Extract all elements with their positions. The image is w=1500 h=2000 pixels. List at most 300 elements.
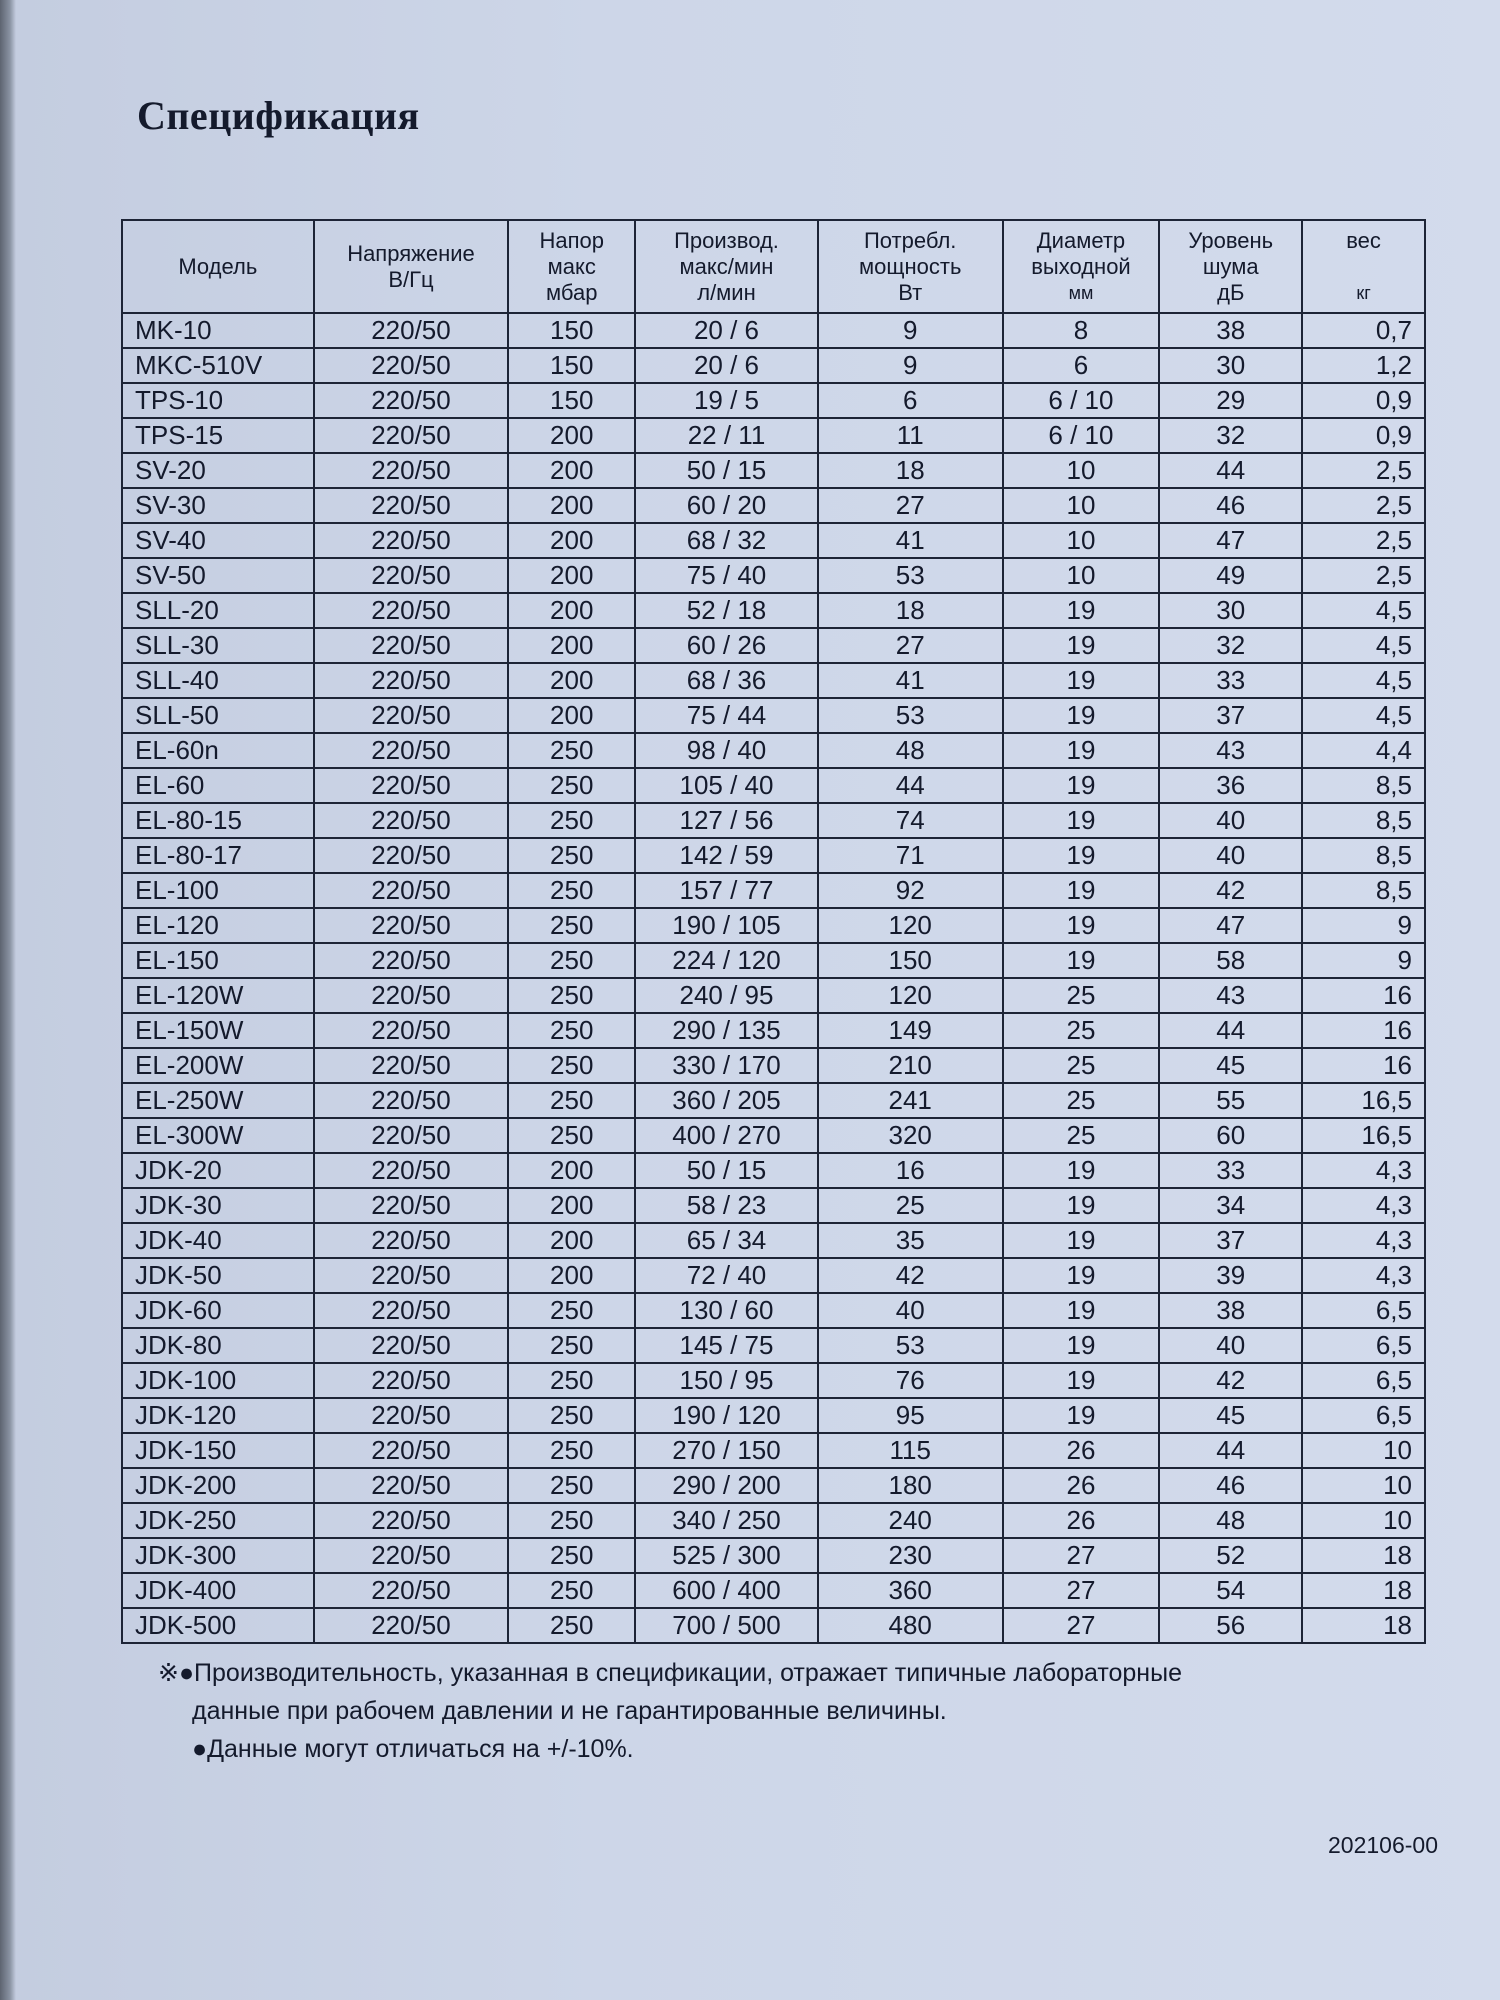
table-cell: 200: [508, 488, 635, 523]
table-cell: 200: [508, 628, 635, 663]
table-cell: 250: [508, 768, 635, 803]
table-cell: JDK-20: [122, 1153, 314, 1188]
table-cell: 18: [1302, 1608, 1425, 1643]
table-cell: 120: [818, 908, 1003, 943]
table-cell: JDK-100: [122, 1363, 314, 1398]
table-cell: 0,9: [1302, 383, 1425, 418]
column-header-line: В/Гц: [388, 266, 434, 292]
table-cell: 42: [1159, 873, 1302, 908]
table-cell: EL-60: [122, 768, 314, 803]
table-cell: 480: [818, 1608, 1003, 1643]
table-cell: 45: [1159, 1398, 1302, 1433]
table-cell: 19: [1003, 593, 1160, 628]
table-cell: 157 / 77: [635, 873, 818, 908]
table-cell: SV-30: [122, 488, 314, 523]
table-cell: 220/50: [314, 628, 509, 663]
table-cell: EL-150: [122, 943, 314, 978]
table-cell: 75 / 44: [635, 698, 818, 733]
table-cell: 220/50: [314, 593, 509, 628]
table-cell: 0,7: [1302, 313, 1425, 348]
table-cell: 34: [1159, 1188, 1302, 1223]
table-row: [122, 1573, 1425, 1608]
table-cell: EL-120W: [122, 978, 314, 1013]
table-cell: 220/50: [314, 873, 509, 908]
table-cell: TPS-10: [122, 383, 314, 418]
table-cell: 30: [1159, 593, 1302, 628]
table-cell: 19: [1003, 1153, 1160, 1188]
table-cell: 54: [1159, 1573, 1302, 1608]
table-cell: 150: [508, 313, 635, 348]
footnote-line: данные при рабочем давлении и не гарантированные величины.: [192, 1697, 947, 1725]
table-row: [122, 733, 1425, 768]
table-cell: 220/50: [314, 1363, 509, 1398]
table-cell: 6 / 10: [1003, 383, 1160, 418]
column-header: [508, 220, 635, 313]
table-cell: 250: [508, 1468, 635, 1503]
table-row: [122, 1118, 1425, 1153]
table-cell: 250: [508, 1118, 635, 1153]
table-cell: SLL-40: [122, 663, 314, 698]
table-cell: 43: [1159, 733, 1302, 768]
document-code: 202106-00: [1328, 1832, 1438, 1858]
table-row: [122, 1363, 1425, 1398]
table-cell: 220/50: [314, 1188, 509, 1223]
table-cell: 250: [508, 1538, 635, 1573]
table-cell: 4,3: [1302, 1153, 1425, 1188]
table-cell: JDK-250: [122, 1503, 314, 1538]
table-row: [122, 1398, 1425, 1433]
column-header-line: мощность: [859, 253, 962, 279]
table-cell: 220/50: [314, 698, 509, 733]
table-cell: 58 / 23: [635, 1188, 818, 1223]
table-cell: 47: [1159, 908, 1302, 943]
column-header-line: л/мин: [697, 279, 756, 305]
table-row: [122, 838, 1425, 873]
table-cell: 58: [1159, 943, 1302, 978]
table-cell: 19: [1003, 1363, 1160, 1398]
table-cell: 76: [818, 1363, 1003, 1398]
table-cell: 2,5: [1302, 523, 1425, 558]
table-cell: 240 / 95: [635, 978, 818, 1013]
table-cell: EL-120: [122, 908, 314, 943]
table-cell: 6,5: [1302, 1328, 1425, 1363]
table-cell: 200: [508, 418, 635, 453]
table-cell: 52: [1159, 1538, 1302, 1573]
table-cell: 46: [1159, 488, 1302, 523]
table-cell: 250: [508, 1328, 635, 1363]
table-row: [122, 523, 1425, 558]
table-cell: 525 / 300: [635, 1538, 818, 1573]
table-row: [122, 418, 1425, 453]
table-cell: JDK-50: [122, 1258, 314, 1293]
table-cell: 145 / 75: [635, 1328, 818, 1363]
table-cell: 220/50: [314, 1223, 509, 1258]
table-cell: 53: [818, 1328, 1003, 1363]
table-cell: JDK-300: [122, 1538, 314, 1573]
column-header-line: шума: [1202, 253, 1259, 279]
table-cell: 0,9: [1302, 418, 1425, 453]
table-cell: 71: [818, 838, 1003, 873]
table-cell: 60 / 26: [635, 628, 818, 663]
table-cell: 220/50: [314, 523, 509, 558]
table-cell: 190 / 105: [635, 908, 818, 943]
table-cell: 10: [1302, 1468, 1425, 1503]
table-cell: 60 / 20: [635, 488, 818, 523]
table-cell: JDK-120: [122, 1398, 314, 1433]
table-cell: 8,5: [1302, 838, 1425, 873]
table-cell: 55: [1159, 1083, 1302, 1118]
table-cell: 250: [508, 1573, 635, 1608]
table-cell: 27: [818, 628, 1003, 663]
table-cell: 200: [508, 558, 635, 593]
table-cell: 19: [1003, 1258, 1160, 1293]
table-cell: 19: [1003, 873, 1160, 908]
table-cell: 27: [1003, 1608, 1160, 1643]
table-cell: 142 / 59: [635, 838, 818, 873]
table-cell: JDK-60: [122, 1293, 314, 1328]
table-cell: 48: [818, 733, 1003, 768]
table-cell: 10: [1003, 558, 1160, 593]
table-cell: 320: [818, 1118, 1003, 1153]
table-cell: 19 / 5: [635, 383, 818, 418]
column-header-line: Вт: [898, 279, 923, 305]
table-row: [122, 768, 1425, 803]
table-cell: SV-50: [122, 558, 314, 593]
table-cell: 220/50: [314, 348, 509, 383]
table-cell: 18: [818, 453, 1003, 488]
table-cell: 220/50: [314, 1258, 509, 1293]
table-cell: JDK-30: [122, 1188, 314, 1223]
table-cell: 60: [1159, 1118, 1302, 1153]
table-cell: 290 / 200: [635, 1468, 818, 1503]
table-cell: 200: [508, 1258, 635, 1293]
table-cell: 200: [508, 453, 635, 488]
table-cell: 200: [508, 1223, 635, 1258]
table-cell: 10: [1003, 523, 1160, 558]
table-cell: 220/50: [314, 558, 509, 593]
table-cell: 19: [1003, 1188, 1160, 1223]
table-cell: 220/50: [314, 313, 509, 348]
table-cell: 1,2: [1302, 348, 1425, 383]
table-cell: 19: [1003, 1293, 1160, 1328]
table-cell: 20 / 6: [635, 313, 818, 348]
table-cell: SV-40: [122, 523, 314, 558]
table-cell: 16: [1302, 1013, 1425, 1048]
column-header-line: мм: [1068, 282, 1094, 303]
table-cell: 180: [818, 1468, 1003, 1503]
table-cell: 25: [1003, 1083, 1160, 1118]
table-cell: JDK-80: [122, 1328, 314, 1363]
table-cell: 250: [508, 1398, 635, 1433]
table-cell: 27: [1003, 1573, 1160, 1608]
table-row: [122, 873, 1425, 908]
table-cell: 56: [1159, 1608, 1302, 1643]
table-cell: 72 / 40: [635, 1258, 818, 1293]
table-cell: 25: [1003, 1013, 1160, 1048]
table-cell: JDK-400: [122, 1573, 314, 1608]
table-cell: 120: [818, 978, 1003, 1013]
table-cell: 10: [1302, 1503, 1425, 1538]
table-cell: 2,5: [1302, 453, 1425, 488]
table-cell: EL-60n: [122, 733, 314, 768]
table-cell: 40: [1159, 803, 1302, 838]
table-row: [122, 1503, 1425, 1538]
table-cell: 19: [1003, 663, 1160, 698]
table-cell: 19: [1003, 733, 1160, 768]
table-cell: 250: [508, 943, 635, 978]
table-cell: EL-200W: [122, 1048, 314, 1083]
table-cell: 27: [818, 488, 1003, 523]
table-row: [122, 1608, 1425, 1643]
table-cell: 2,5: [1302, 488, 1425, 523]
table-cell: 220/50: [314, 1048, 509, 1083]
column-header-line: Напор: [539, 227, 604, 253]
table-cell: 149: [818, 1013, 1003, 1048]
table-cell: 40: [1159, 1328, 1302, 1363]
table-cell: 105 / 40: [635, 768, 818, 803]
table-cell: 241: [818, 1083, 1003, 1118]
table-cell: 210: [818, 1048, 1003, 1083]
column-header-line: вес: [1346, 227, 1381, 253]
table-row: [122, 803, 1425, 838]
table-cell: 44: [1159, 1433, 1302, 1468]
table-cell: 220/50: [314, 1398, 509, 1433]
column-header-line: выходной: [1031, 253, 1131, 279]
table-cell: 220/50: [314, 1503, 509, 1538]
column-header-line: Напряжение: [347, 240, 475, 266]
column-header-line: мбар: [546, 279, 598, 305]
table-cell: 330 / 170: [635, 1048, 818, 1083]
table-cell: 130 / 60: [635, 1293, 818, 1328]
table-cell: 290 / 135: [635, 1013, 818, 1048]
table-cell: 16: [1302, 1048, 1425, 1083]
table-cell: 22 / 11: [635, 418, 818, 453]
table-cell: 19: [1003, 908, 1160, 943]
table-cell: 8,5: [1302, 803, 1425, 838]
table-cell: 35: [818, 1223, 1003, 1258]
table-cell: MK-10: [122, 313, 314, 348]
table-cell: 42: [1159, 1363, 1302, 1398]
table-cell: 250: [508, 978, 635, 1013]
table-row: [122, 1258, 1425, 1293]
table-cell: 250: [508, 838, 635, 873]
table-row: [122, 943, 1425, 978]
table-cell: 26: [1003, 1503, 1160, 1538]
table-cell: 240: [818, 1503, 1003, 1538]
table-cell: 92: [818, 873, 1003, 908]
table-cell: 26: [1003, 1468, 1160, 1503]
table-cell: 25: [1003, 1048, 1160, 1083]
table-cell: 10: [1003, 453, 1160, 488]
table-cell: EL-300W: [122, 1118, 314, 1153]
table-cell: 6: [1003, 348, 1160, 383]
table-cell: 53: [818, 558, 1003, 593]
table-row: [122, 1538, 1425, 1573]
column-header: [314, 220, 509, 313]
table-cell: 2,5: [1302, 558, 1425, 593]
table-cell: 150: [818, 943, 1003, 978]
table-cell: 19: [1003, 1223, 1160, 1258]
table-cell: 250: [508, 733, 635, 768]
table-cell: 37: [1159, 1223, 1302, 1258]
table-cell: 47: [1159, 523, 1302, 558]
table-cell: 50 / 15: [635, 1153, 818, 1188]
column-header-line: дБ: [1217, 279, 1245, 305]
table-cell: JDK-150: [122, 1433, 314, 1468]
table-cell: 45: [1159, 1048, 1302, 1083]
column-header: [635, 220, 818, 313]
column-header: [122, 220, 314, 313]
table-cell: 250: [508, 908, 635, 943]
table-cell: 19: [1003, 768, 1160, 803]
table-cell: 19: [1003, 628, 1160, 663]
table-cell: 220/50: [314, 1083, 509, 1118]
table-cell: JDK-500: [122, 1608, 314, 1643]
table-cell: 220/50: [314, 1573, 509, 1608]
table-cell: 9: [818, 313, 1003, 348]
table-cell: 68 / 36: [635, 663, 818, 698]
table-cell: 19: [1003, 698, 1160, 733]
column-header-line: макс: [547, 253, 596, 279]
table-cell: 220/50: [314, 838, 509, 873]
table-cell: 224 / 120: [635, 943, 818, 978]
table-cell: SLL-20: [122, 593, 314, 628]
table-cell: 33: [1159, 1153, 1302, 1188]
table-cell: 11: [818, 418, 1003, 453]
table-cell: TPS-15: [122, 418, 314, 453]
table-row: [122, 593, 1425, 628]
table-cell: 50 / 15: [635, 453, 818, 488]
table-cell: 26: [1003, 1433, 1160, 1468]
table-row: [122, 1433, 1425, 1468]
table-cell: 220/50: [314, 1293, 509, 1328]
column-header-line: кг: [1356, 282, 1371, 303]
table-cell: 250: [508, 803, 635, 838]
table-cell: JDK-40: [122, 1223, 314, 1258]
table-cell: 4,3: [1302, 1223, 1425, 1258]
table-cell: 16: [1302, 978, 1425, 1013]
table-cell: 18: [1302, 1538, 1425, 1573]
table-row: [122, 908, 1425, 943]
table-cell: 600 / 400: [635, 1573, 818, 1608]
column-header-line: Потребл.: [863, 227, 957, 253]
table-cell: 48: [1159, 1503, 1302, 1538]
table-cell: 200: [508, 523, 635, 558]
table-cell: 25: [818, 1188, 1003, 1223]
table-cell: 74: [818, 803, 1003, 838]
table-cell: 42: [818, 1258, 1003, 1293]
table-cell: 39: [1159, 1258, 1302, 1293]
table-cell: 220/50: [314, 978, 509, 1013]
table-cell: 27: [1003, 1538, 1160, 1573]
table-cell: 200: [508, 593, 635, 628]
table-cell: 250: [508, 1293, 635, 1328]
table-cell: 250: [508, 1083, 635, 1118]
table-cell: 33: [1159, 663, 1302, 698]
table-cell: 20 / 6: [635, 348, 818, 383]
footnote-line: ●Данные могут отличаться на +/-10%.: [192, 1735, 634, 1763]
table-cell: JDK-200: [122, 1468, 314, 1503]
table-cell: EL-100: [122, 873, 314, 908]
table-cell: 6,5: [1302, 1363, 1425, 1398]
table-cell: 220/50: [314, 943, 509, 978]
table-cell: 250: [508, 1503, 635, 1538]
table-cell: 200: [508, 1153, 635, 1188]
table-cell: 16,5: [1302, 1083, 1425, 1118]
table-cell: 6,5: [1302, 1293, 1425, 1328]
table-cell: 40: [1159, 838, 1302, 873]
column-header: [1302, 220, 1425, 313]
table-row: [122, 558, 1425, 593]
table-cell: SLL-50: [122, 698, 314, 733]
table-row: [122, 628, 1425, 663]
footnotes: [158, 1654, 1182, 1768]
table-cell: 75 / 40: [635, 558, 818, 593]
table-cell: 220/50: [314, 1538, 509, 1573]
table-cell: 190 / 120: [635, 1398, 818, 1433]
table-cell: 25: [1003, 1118, 1160, 1153]
table-cell: 150 / 95: [635, 1363, 818, 1398]
table-cell: 38: [1159, 313, 1302, 348]
table-row: [122, 1468, 1425, 1503]
table-cell: 220/50: [314, 1328, 509, 1363]
table-cell: 9: [1302, 943, 1425, 978]
table-row: [122, 1083, 1425, 1118]
table-cell: 220/50: [314, 1153, 509, 1188]
table-cell: 250: [508, 1608, 635, 1643]
table-row: [122, 1223, 1425, 1258]
table-cell: SLL-30: [122, 628, 314, 663]
column-header: [818, 220, 1003, 313]
table-row: [122, 1153, 1425, 1188]
table-cell: 150: [508, 383, 635, 418]
table-cell: 360 / 205: [635, 1083, 818, 1118]
table-cell: 220/50: [314, 803, 509, 838]
table-cell: EL-150W: [122, 1013, 314, 1048]
table-cell: 8: [1003, 313, 1160, 348]
table-cell: 360: [818, 1573, 1003, 1608]
table-cell: 220/50: [314, 768, 509, 803]
table-row: [122, 978, 1425, 1013]
table-cell: 270 / 150: [635, 1433, 818, 1468]
table-cell: 53: [818, 698, 1003, 733]
table-cell: 115: [818, 1433, 1003, 1468]
table-cell: 68 / 32: [635, 523, 818, 558]
table-cell: 32: [1159, 418, 1302, 453]
table-cell: 10: [1003, 488, 1160, 523]
table-cell: 340 / 250: [635, 1503, 818, 1538]
table-cell: EL-80-17: [122, 838, 314, 873]
table-cell: 220/50: [314, 663, 509, 698]
table-cell: SV-20: [122, 453, 314, 488]
table-cell: 220/50: [314, 1013, 509, 1048]
table-cell: 32: [1159, 628, 1302, 663]
table-cell: 220/50: [314, 453, 509, 488]
table-cell: 41: [818, 663, 1003, 698]
table-cell: 4,4: [1302, 733, 1425, 768]
table-cell: 9: [1302, 908, 1425, 943]
table-cell: 220/50: [314, 1468, 509, 1503]
table-cell: 25: [1003, 978, 1160, 1013]
table-cell: 44: [818, 768, 1003, 803]
table-cell: 220/50: [314, 1118, 509, 1153]
table-cell: 250: [508, 1363, 635, 1398]
spec-table: [121, 219, 1426, 1644]
table-cell: 4,3: [1302, 1188, 1425, 1223]
table-cell: 30: [1159, 348, 1302, 383]
column-header-line: Модель: [178, 253, 258, 279]
table-cell: 49: [1159, 558, 1302, 593]
